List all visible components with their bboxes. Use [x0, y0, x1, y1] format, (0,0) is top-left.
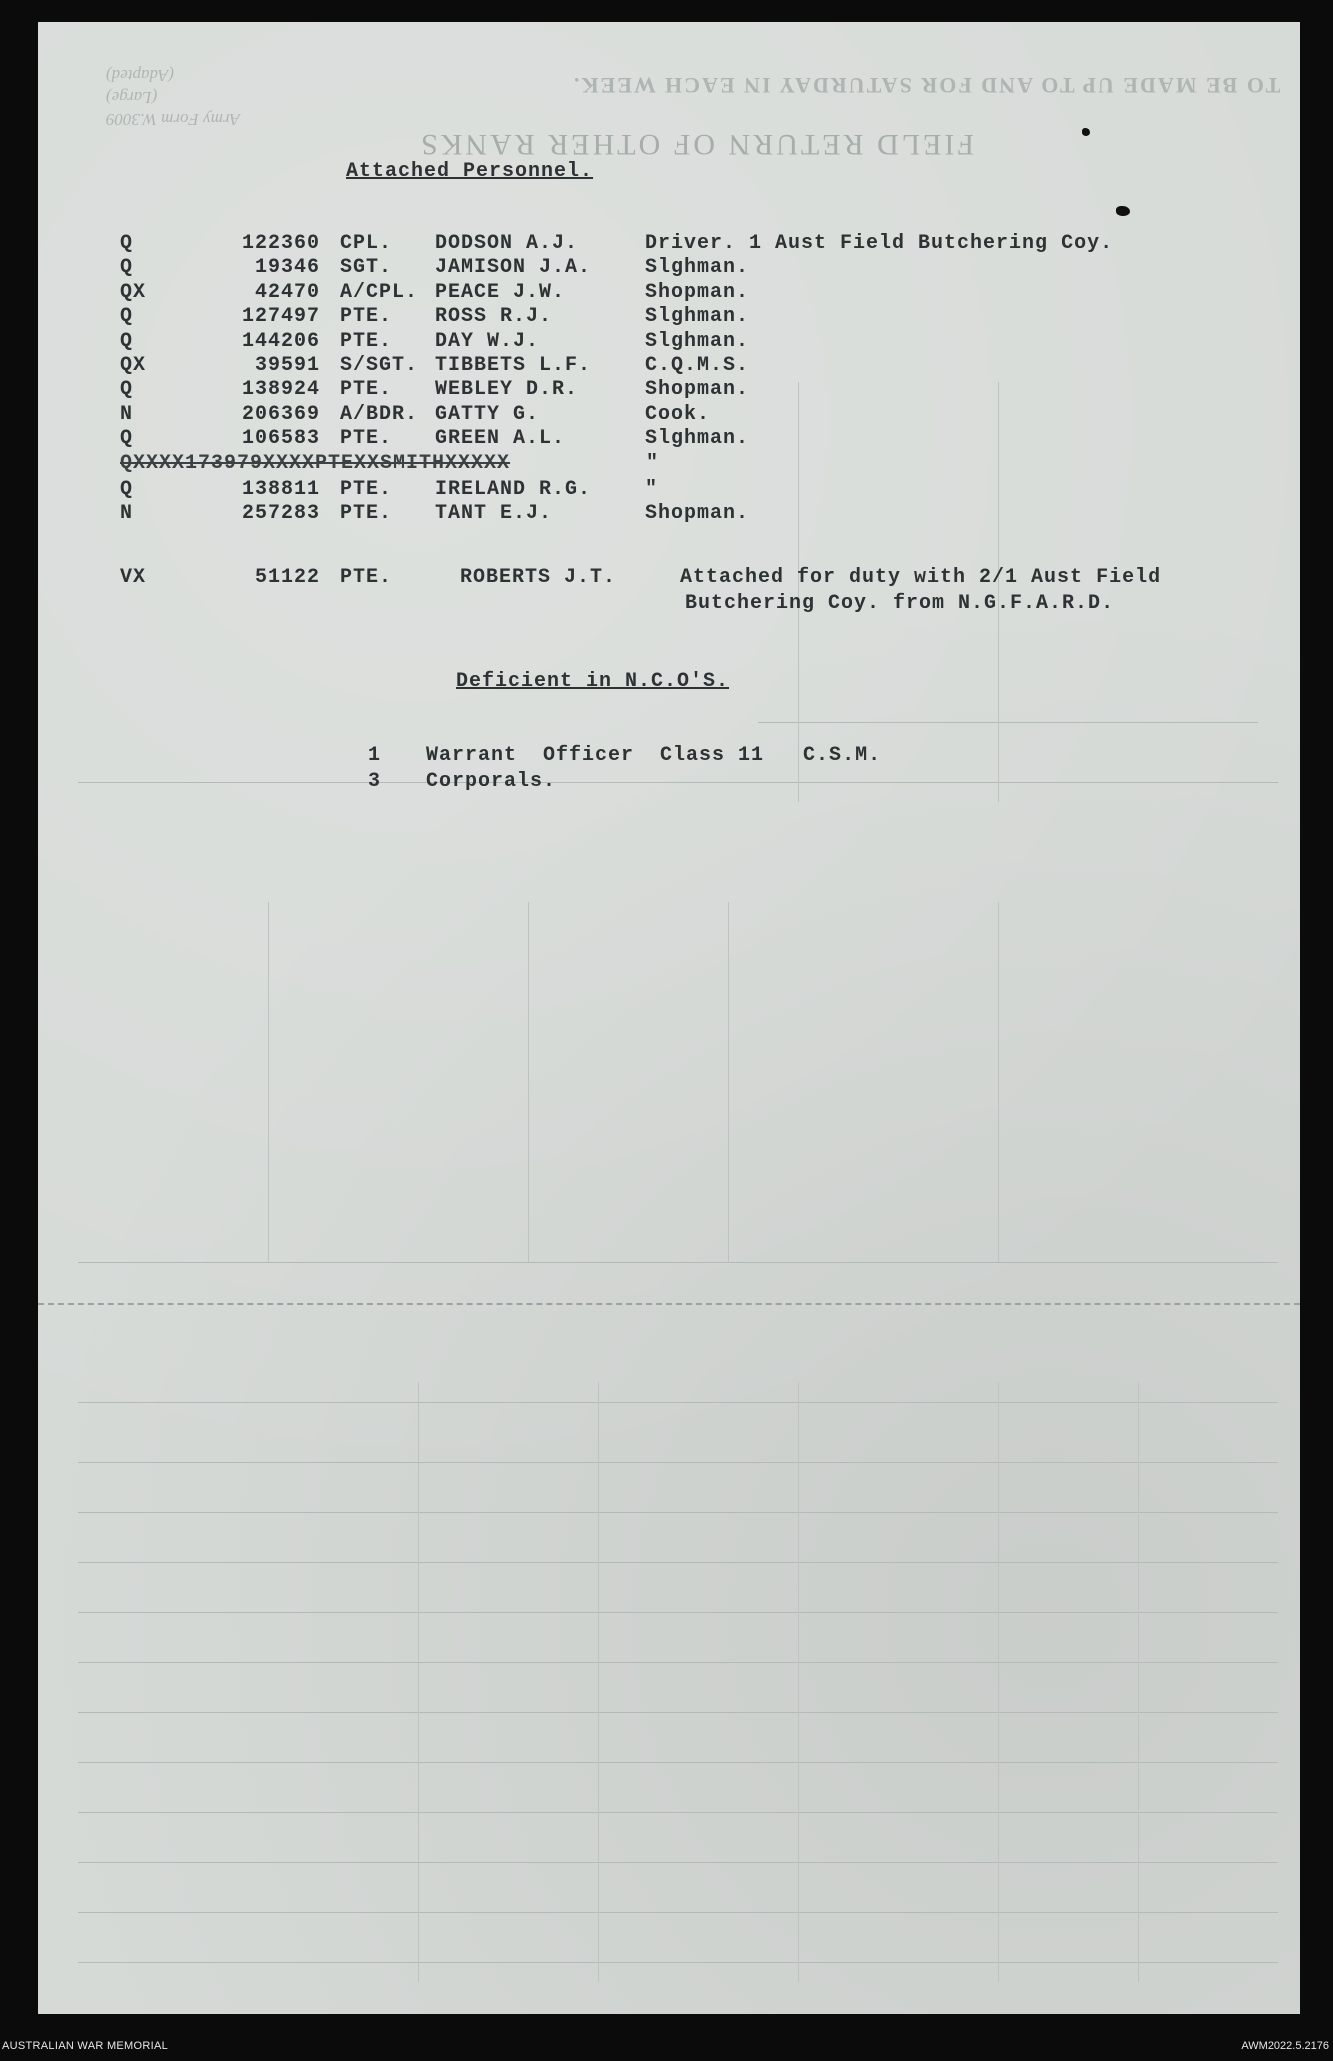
service-number: 51122	[254, 566, 320, 589]
ghost-column	[1138, 1382, 1139, 1982]
ink-mark	[1116, 206, 1130, 216]
prefix: QX	[120, 280, 147, 304]
ghost-rule	[78, 1612, 1278, 1613]
role: Slghman.	[645, 305, 750, 329]
ghost-form-line: Army Form W.3009	[106, 110, 240, 129]
duty-note-line2: Butchering Coy. from N.G.F.A.R.D.	[685, 592, 1115, 615]
document-page	[38, 22, 1300, 2014]
role: Slghman.	[645, 427, 750, 451]
ghost-rule	[78, 1812, 1278, 1813]
personnel-row	[120, 378, 1220, 404]
ghost-rule	[78, 1912, 1278, 1913]
service-number: 127497	[241, 305, 320, 329]
name: TANT E.J.	[435, 502, 553, 526]
role: "	[645, 478, 659, 501]
rank: PTE.	[340, 478, 393, 501]
personnel-row	[120, 478, 1220, 504]
prefix: Q	[120, 232, 134, 255]
ghost-rule	[78, 1462, 1278, 1463]
role: Driver. 1 Aust Field Butchering Coy.	[645, 232, 1114, 255]
deficient-count: 1	[368, 744, 382, 767]
ghost-column	[998, 1382, 999, 1982]
rank: PTE.	[340, 378, 393, 402]
prefix: N	[120, 502, 134, 526]
name: TIBBETS L.F.	[435, 354, 592, 377]
deficient-row	[368, 770, 557, 796]
service-number: 144206	[241, 329, 320, 353]
service-number: 138924	[241, 378, 320, 402]
rank: SGT.	[340, 256, 393, 280]
personnel-row	[120, 354, 1220, 380]
service-number: 106583	[241, 427, 320, 451]
ghost-column	[798, 1382, 799, 1982]
deficient-count: 3	[368, 770, 382, 793]
struck-line-ditto: "	[646, 452, 660, 475]
prefix: Q	[120, 329, 134, 353]
ghost-column	[598, 1382, 599, 1982]
rank: PTE.	[340, 305, 393, 329]
personnel-row	[120, 232, 1220, 258]
deficient-text: Corporals.	[426, 770, 557, 793]
role: Shopman.	[645, 378, 750, 402]
ink-mark	[1082, 128, 1090, 136]
role: Slghman.	[645, 256, 750, 280]
personnel-row	[120, 256, 1220, 282]
ghost-column	[998, 902, 999, 1262]
prefix: Q	[120, 427, 134, 451]
ghost-rule	[78, 782, 1278, 783]
duty-note-line1: Attached for duty with 2/1 Aust Field	[680, 566, 1162, 589]
name: IRELAND R.G.	[435, 478, 592, 501]
footer-institution: AUSTRALIAN WAR MEMORIAL	[2, 2040, 169, 2052]
role: Cook.	[645, 402, 711, 426]
prefix: Q	[120, 478, 134, 501]
prefix: VX	[120, 566, 147, 589]
rank: PTE.	[340, 427, 393, 451]
name: GREEN A.L.	[435, 427, 566, 451]
heading-deficient-ncos: Deficient in N.C.O'S.	[456, 670, 730, 693]
name: GATTY G.	[435, 402, 540, 426]
personnel-row	[120, 330, 1220, 356]
ghost-title: FIELD RETURN OF OTHER RANKS	[418, 128, 975, 161]
footer-accession-number: AWM2022.5.2176	[1241, 2040, 1329, 2052]
ghost-form-label	[106, 64, 240, 130]
ghost-column	[268, 902, 269, 1262]
struck-out-line: QXXXX173979XXXXPTEXXSMITHXXXXX	[120, 452, 511, 475]
service-number: 42470	[254, 280, 320, 304]
heading-attached-personnel: Attached Personnel.	[346, 160, 594, 183]
ghost-rule	[78, 1662, 1278, 1663]
deficient-text: Warrant Officer Class 11 C.S.M.	[426, 744, 882, 767]
ghost-rule	[78, 1402, 1278, 1403]
ghost-header: TO BE MADE UP TO AND FOR SATURDAY IN EACH WEEK.	[571, 73, 1280, 98]
prefix: Q	[120, 256, 134, 280]
rank: PTE.	[340, 329, 393, 353]
role: C.Q.M.S.	[645, 354, 750, 377]
service-number: 39591	[254, 354, 320, 377]
rank: CPL.	[340, 232, 393, 255]
ghost-rule	[78, 1712, 1278, 1713]
role: Shopman.	[645, 502, 750, 526]
service-number: 138811	[241, 478, 320, 501]
name: WEBLEY D.R.	[435, 378, 579, 402]
ghost-column	[418, 1382, 419, 1982]
rank: PTE.	[340, 566, 393, 589]
prefix: Q	[120, 378, 134, 402]
name: DODSON A.J.	[435, 232, 579, 255]
service-number: 257283	[241, 502, 320, 526]
personnel-row	[120, 305, 1220, 331]
service-number: 122360	[241, 232, 320, 255]
name: JAMISON J.A.	[435, 256, 592, 280]
personnel-row	[120, 502, 1220, 528]
ghost-column	[528, 902, 529, 1262]
ghost-rule	[78, 1262, 1278, 1263]
fold-line	[38, 1303, 1300, 1305]
ghost-rule	[78, 1762, 1278, 1763]
ghost-rule	[78, 1562, 1278, 1563]
prefix: Q	[120, 305, 134, 329]
attached-for-duty-row	[120, 566, 1220, 615]
service-number: 206369	[241, 402, 320, 426]
personnel-row	[120, 403, 1220, 429]
rank: S/SGT.	[340, 354, 419, 377]
personnel-row	[120, 427, 1220, 453]
name: DAY W.J.	[435, 329, 540, 353]
ghost-rule	[78, 1962, 1278, 1963]
ghost-rule	[758, 722, 1258, 723]
ghost-form-line: (Large)	[106, 88, 158, 107]
ghost-form-line: (Adapted)	[106, 66, 174, 85]
rank: A/BDR.	[340, 402, 419, 426]
name: ROBERTS J.T.	[460, 566, 617, 589]
role: Shopman.	[645, 280, 750, 304]
prefix: QX	[120, 354, 147, 377]
name: ROSS R.J.	[435, 305, 553, 329]
deficient-row	[368, 744, 882, 770]
ghost-column	[728, 902, 729, 1262]
ghost-rule	[78, 1862, 1278, 1863]
prefix: N	[120, 402, 134, 426]
rank: PTE.	[340, 502, 393, 526]
name: PEACE J.W.	[435, 280, 566, 304]
ghost-rule	[78, 1512, 1278, 1513]
role: Slghman.	[645, 329, 750, 353]
service-number: 19346	[254, 256, 320, 280]
rank: A/CPL.	[340, 280, 419, 304]
personnel-row	[120, 281, 1220, 307]
